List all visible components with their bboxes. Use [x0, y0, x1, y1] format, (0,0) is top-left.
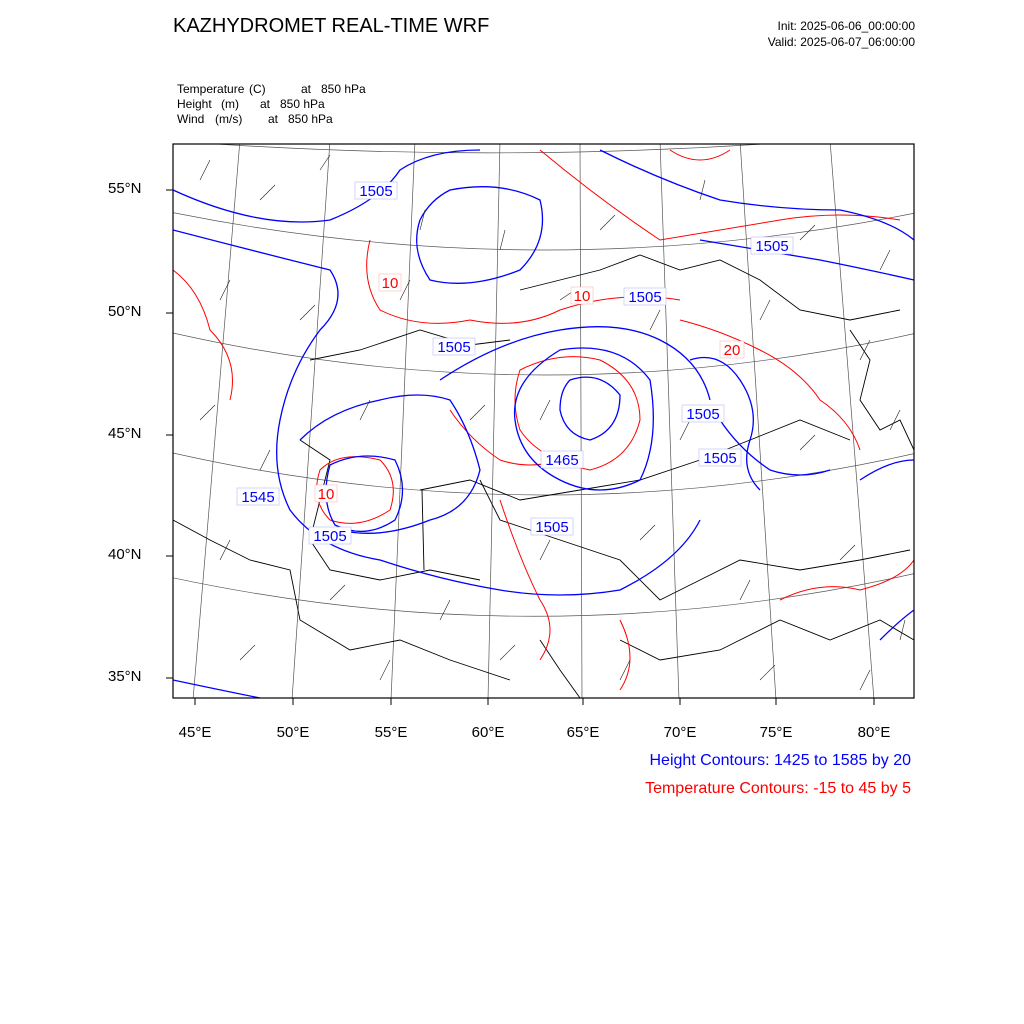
valid-time: Valid: 2025-06-07_06:00:00: [767, 35, 915, 49]
borders: [173, 255, 914, 698]
lon-label: 65°E: [566, 724, 600, 741]
field-name: Height: [177, 97, 212, 111]
svg-text:1465: 1465: [545, 452, 579, 469]
height-label: [433, 338, 475, 356]
lon-ticks: [195, 698, 874, 705]
temperature-label: [315, 485, 337, 503]
svg-text:10: 10: [573, 288, 591, 305]
svg-text:1505: 1505: [359, 183, 393, 200]
lon-label: 75°E: [759, 724, 793, 741]
lon-label: 80°E: [857, 724, 891, 741]
field-level: 850 hPa: [288, 112, 333, 126]
svg-text:1505: 1505: [686, 406, 720, 423]
field-at: at: [301, 82, 312, 96]
wind-barbs: [200, 155, 905, 690]
height-label: [309, 527, 351, 545]
height-label: [624, 288, 666, 306]
height-label: [531, 518, 573, 536]
lat-label: 35°N: [108, 668, 142, 685]
lon-label: 70°E: [663, 724, 697, 741]
svg-text:20: 20: [723, 342, 741, 359]
lon-label: 50°E: [276, 724, 310, 741]
lon-label: 55°E: [374, 724, 408, 741]
height-contour-note: Height Contours: 1425 to 1585 by 20: [649, 752, 911, 769]
height-label: [355, 182, 397, 200]
init-time: Init: 2025-06-06_00:00:00: [777, 19, 915, 33]
lat-label: 40°N: [108, 546, 142, 563]
svg-text:10: 10: [317, 486, 335, 503]
height-label: [541, 451, 583, 469]
temperature-label: [571, 287, 593, 305]
field-level: 850 hPa: [280, 97, 325, 111]
svg-text:10: 10: [381, 275, 399, 292]
svg-text:1505: 1505: [628, 289, 662, 306]
svg-text:1545: 1545: [241, 489, 275, 506]
field-at: at: [260, 97, 271, 111]
lat-label: 45°N: [108, 425, 142, 442]
latitude-lines: [160, 130, 930, 616]
svg-text:1505: 1505: [313, 528, 347, 545]
svg-text:1505: 1505: [755, 238, 789, 255]
lat-ticks: [166, 190, 173, 678]
lat-label: 50°N: [108, 303, 142, 320]
field-unit: (C): [249, 82, 266, 96]
temperature-label: [379, 274, 401, 292]
map-title: KAZHYDROMET REAL-TIME WRF: [173, 15, 490, 37]
field-level: 850 hPa: [321, 82, 366, 96]
height-label: [686, 406, 719, 423]
svg-text:1505: 1505: [437, 339, 471, 356]
svg-text:1505: 1505: [703, 450, 737, 467]
height-label: [699, 449, 741, 467]
field-unit: (m/s): [215, 112, 243, 126]
field-name: Wind: [177, 112, 205, 126]
svg-text:1505: 1505: [535, 519, 569, 536]
field-name: Temperature: [177, 82, 245, 96]
height-label: [751, 237, 793, 255]
field-at: at: [268, 112, 279, 126]
lon-label: 60°E: [471, 724, 505, 741]
lat-label: 55°N: [108, 180, 142, 197]
temperature-contours: [173, 150, 914, 690]
temperature-label: [720, 341, 744, 359]
lon-label: 45°E: [178, 724, 212, 741]
height-label: [237, 488, 279, 506]
temperature-contour-note: Temperature Contours: -15 to 45 by 5: [645, 780, 911, 797]
field-unit: (m): [221, 97, 239, 111]
